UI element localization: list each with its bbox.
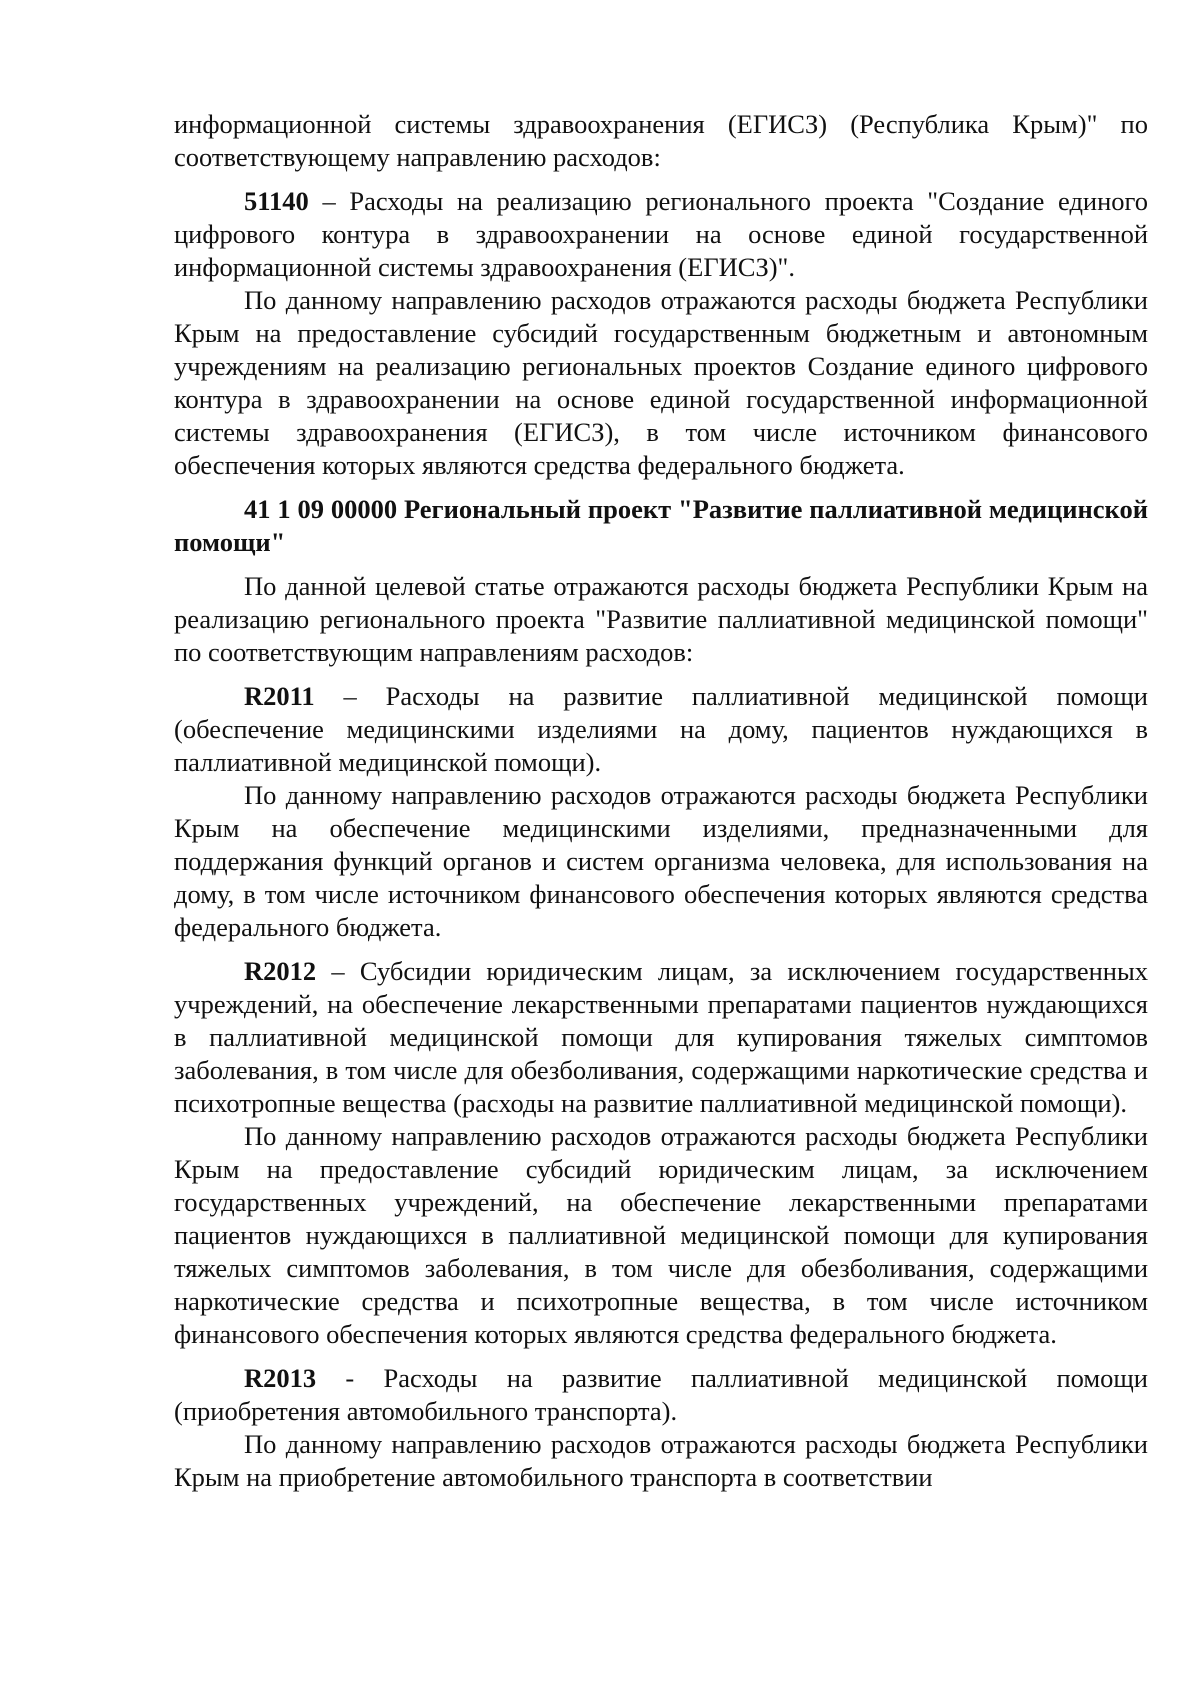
paragraph-target-article: По данной целевой статье отражаются расходы бюджета Республики Крым на реализацию регионального проекта "Развитие паллиативной медицинской помощи" по соответствующим направлениям расходов: [174,571,1148,667]
expense-description: – Субсидии юридическим лицам, за исключением государственных учреждений, на обеспечение лекарственными препаратами пациентов нуждающихся в паллиативной медицинской помощи для купирования тяжелых симптомов заболевания, в том числе для обезболивания, содержащими наркотические средства и психотропные вещества (расходы на развитие паллиативной медицинской помощи). [174,956,1148,1118]
paragraph-code-r2011 [174,680,1148,779]
paragraph-r2013-details: По данному направлению расходов отражаются расходы бюджета Республики Крым на приобретение автомобильного транспорта в соответствии [174,1429,1148,1492]
expense-description: – Расходы на развитие паллиативной медицинской помощи (обеспечение медицинскими изделиями на дому, пациентов нуждающихся в паллиативной медицинской помощи). [174,681,1148,777]
paragraph-code-51140 [174,185,1148,284]
expense-code: R2011 [244,681,315,711]
expense-description: – Расходы на реализацию регионального проекта "Создание единого цифрового контура в здравоохранении на основе единой государственной информационной системы здравоохранения (ЕГИСЗ)". [174,186,1148,282]
paragraph-intro-continuation: информационной системы здравоохранения (ЕГИСЗ) (Республика Крым)" по соответствующему направлению расходов: [174,109,1148,172]
paragraph-code-r2012 [174,955,1148,1120]
expense-code: R2013 [244,1363,317,1393]
expense-code: 51140 [244,186,309,216]
paragraph-code-r2013 [174,1362,1148,1428]
paragraph-r2012-details: По данному направлению расходов отражаются расходы бюджета Республики Крым на предоставление субсидий юридическим лицам, за исключением государственных учреждений, на обеспечение лекарственными препаратами пациентов нуждающихся в паллиативной медицинской помощи для купирования тяжелых симптомов заболевания, в том числе для обезболивания, содержащими наркотические средства и психотропные вещества, в том числе источником финансового обеспечения которых являются средства федерального бюджета. [174,1121,1148,1349]
paragraph-r2011-details: По данному направлению расходов отражаются расходы бюджета Республики Крым на обеспечение медицинскими изделиями, предназначенными для поддержания функций органов и систем организма человека, для использования на дому, в том числе источником финансового обеспечения которых являются средства федерального бюджета. [174,780,1148,942]
expense-code: R2012 [244,956,317,986]
paragraph-51140-details: По данному направлению расходов отражаются расходы бюджета Республики Крым на предоставление субсидий государственным бюджетным и автономным учреждениям на реализацию региональных проектов Создание единого цифрового контура в здравоохранении на основе единой государственной информационной системы здравоохранения (ЕГИСЗ), в том числе источником финансового обеспечения которых являются средства федерального бюджета. [174,285,1148,480]
expense-description: - Расходы на развитие паллиативной медицинской помощи (приобретения автомобильного транспорта). [174,1363,1148,1426]
section-heading-41-1-09: 41 1 09 00000 Региональный проект "Развитие паллиативной медицинской помощи" [174,494,1148,557]
